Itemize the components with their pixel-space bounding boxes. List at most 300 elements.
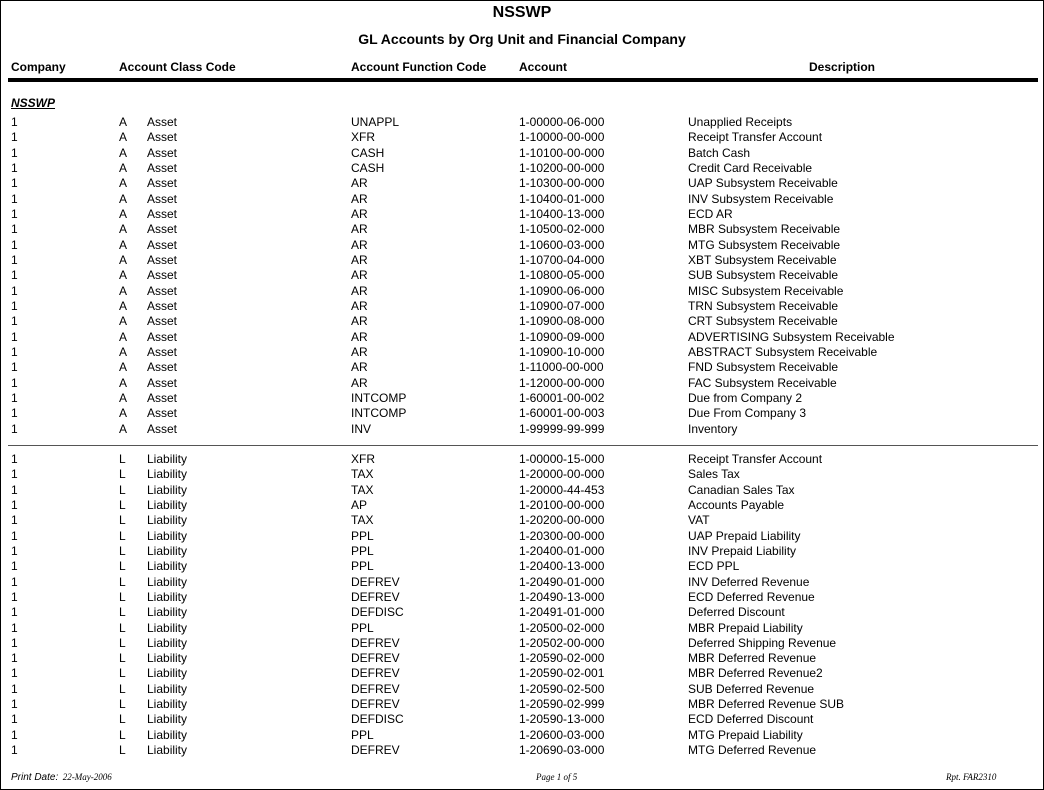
company-cell: 1 [11,115,18,129]
account-cell: 1-20000-00-000 [519,467,605,482]
class-code-cell: A [119,222,128,237]
function-code-cell: AR [351,314,368,329]
class-code-cell: A [119,115,128,129]
company-cell: 1 [11,406,18,421]
class-code-cell: A [119,329,128,344]
class-code-cell: L [119,635,126,650]
company-cell: 1 [11,206,18,221]
description-cell: Inventory [688,421,738,436]
table-row [0,161,1044,176]
class-desc-cell: Liability [147,497,188,512]
description-cell: TRN Subsystem Receivable [688,298,839,313]
description-cell: MTG Prepaid Liability [688,727,803,742]
class-desc-cell: Liability [147,743,188,758]
function-code-cell: XFR [351,130,375,145]
class-desc-cell: Asset [147,360,178,375]
report-title: NSSWP [492,4,552,21]
company-cell: 1 [11,451,18,466]
class-desc-cell: Liability [147,666,188,681]
function-code-cell: DEFREV [351,743,400,758]
class-desc-cell: Liability [147,620,188,635]
function-code-cell: AR [351,283,368,298]
function-code-cell: TAX [351,482,374,497]
company-cell: 1 [11,191,18,206]
table-row [0,238,1044,253]
function-code-cell: TAX [351,513,374,528]
table-row [0,115,1044,130]
class-desc-cell: Liability [147,697,188,712]
function-code-cell: CASH [351,160,385,175]
description-cell: MBR Prepaid Liability [688,620,803,635]
company-cell: 1 [11,344,18,359]
account-table [0,115,1044,758]
account-cell: 1-10800-05-000 [519,268,605,283]
description-cell: Deferred Shipping Revenue [688,635,837,650]
class-code-cell: L [119,605,126,620]
class-code-cell: L [119,467,126,482]
class-desc-cell: Asset [147,145,178,160]
class-code-cell: A [119,252,128,267]
class-code-cell: L [119,451,126,466]
class-code-cell: A [119,130,128,145]
description-cell: FAC Subsystem Receivable [688,375,837,390]
account-cell: 1-10200-00-000 [519,160,605,175]
account-cell: 1-10000-00-000 [519,130,605,145]
table-row [0,483,1044,498]
description-cell: CRT Subsystem Receivable [688,314,838,329]
table-row [0,728,1044,743]
table-row [0,651,1044,666]
function-code-cell: DEFDISC [351,712,404,727]
account-cell: 1-20590-02-001 [519,666,605,681]
footer-page-number: Page 1 of 5 [536,772,578,782]
account-cell: 1-20590-13-000 [519,712,605,727]
class-code-cell: A [119,390,128,405]
function-code-cell: DEFDISC [351,605,404,620]
table-row [0,406,1044,421]
group-label: NSSWP [11,96,56,110]
class-desc-cell: Liability [147,712,188,727]
company-cell: 1 [11,528,18,543]
account-cell: 1-10100-00-000 [519,145,605,160]
account-cell: 1-12000-00-000 [519,375,605,390]
description-cell: ECD Deferred Discount [688,712,814,727]
class-desc-cell: Asset [147,115,178,129]
description-cell: FND Subsystem Receivable [688,360,839,375]
function-code-cell: PPL [351,559,374,574]
class-desc-cell: Asset [147,314,178,329]
header-rule [8,78,1038,82]
description-cell: MISC Subsystem Receivable [688,283,844,298]
class-desc-cell: Liability [147,467,188,482]
company-cell: 1 [11,712,18,727]
description-cell: MTG Deferred Revenue [688,743,817,758]
company-cell: 1 [11,605,18,620]
account-cell: 1-20600-03-000 [519,727,605,742]
table-row [0,498,1044,513]
function-code-cell: TAX [351,467,374,482]
company-cell: 1 [11,727,18,742]
class-code-cell: A [119,406,128,421]
print-date-value: 22-May-2006 [62,772,112,782]
table-row [0,376,1044,391]
class-desc-cell: Asset [147,222,178,237]
class-desc-cell: Asset [147,191,178,206]
class-desc-cell: Asset [147,390,178,405]
class-desc-cell: Asset [147,344,178,359]
description-cell: MTG Subsystem Receivable [688,237,841,252]
description-cell: Due From Company 3 [688,406,807,421]
company-cell: 1 [11,743,18,758]
account-cell: 1-10300-00-000 [519,176,605,191]
account-cell: 1-10500-02-000 [519,222,605,237]
account-cell: 1-20490-01-000 [519,574,605,589]
function-code-cell: AR [351,206,368,221]
description-cell: Deferred Discount [688,605,785,620]
function-code-cell: AR [351,252,368,267]
table-row [0,391,1044,406]
class-desc-cell: Liability [147,528,188,543]
class-desc-cell: Asset [147,206,178,221]
class-desc-cell: Asset [147,252,178,267]
description-cell: Unapplied Receipts [688,115,793,129]
company-cell: 1 [11,176,18,191]
class-desc-cell: Liability [147,589,188,604]
description-cell: Batch Cash [688,145,751,160]
function-code-cell: AR [351,222,368,237]
function-code-cell: DEFREV [351,681,400,696]
description-cell: Accounts Payable [688,497,785,512]
class-code-cell: L [119,727,126,742]
description-cell: ECD PPL [688,559,740,574]
account-cell: 1-20200-00-000 [519,513,605,528]
table-row [0,146,1044,161]
function-code-cell: AR [351,298,368,313]
class-code-cell: A [119,421,128,436]
class-desc-cell: Liability [147,451,188,466]
account-cell: 1-20491-01-000 [519,605,605,620]
class-code-cell: L [119,681,126,696]
company-cell: 1 [11,681,18,696]
company-cell: 1 [11,268,18,283]
table-row [0,621,1044,636]
class-code-cell: L [119,697,126,712]
class-desc-cell: Liability [147,559,188,574]
description-cell: INV Subsystem Receivable [688,191,834,206]
class-code-cell: A [119,360,128,375]
class-code-cell: L [119,620,126,635]
class-code-cell: A [119,160,128,175]
class-code-cell: A [119,375,128,390]
account-cell: 1-10400-13-000 [519,206,605,221]
account-cell: 1-20490-13-000 [519,589,605,604]
account-cell: 1-20502-00-000 [519,635,605,650]
company-cell: 1 [11,329,18,344]
table-row [0,345,1044,360]
table-row [0,697,1044,712]
company-cell: 1 [11,697,18,712]
function-code-cell: DEFREV [351,666,400,681]
account-cell: 1-10400-01-000 [519,191,605,206]
company-cell: 1 [11,375,18,390]
report-subtitle: GL Accounts by Org Unit and Financial Company [358,31,686,47]
description-cell: SUB Deferred Revenue [688,681,815,696]
class-desc-cell: Asset [147,298,178,313]
company-cell: 1 [11,222,18,237]
table-row [0,743,1044,758]
class-code-cell: L [119,651,126,666]
function-code-cell: AR [351,344,368,359]
class-desc-cell: Liability [147,543,188,558]
class-code-cell: A [119,176,128,191]
table-row [0,192,1044,207]
col-header-account-class-code: Account Class Code [119,60,236,74]
description-cell: MBR Deferred Revenue2 [688,666,823,681]
table-row [0,130,1044,145]
class-desc-cell: Asset [147,160,178,175]
company-cell: 1 [11,666,18,681]
company-cell: 1 [11,467,18,482]
table-row [0,666,1044,681]
table-row [0,529,1044,544]
class-code-cell: L [119,666,126,681]
description-cell: ECD Deferred Revenue [688,589,815,604]
class-code-cell: A [119,268,128,283]
table-row [0,207,1044,222]
company-cell: 1 [11,298,18,313]
class-code-cell: L [119,574,126,589]
class-desc-cell: Asset [147,176,178,191]
account-cell: 1-20590-02-000 [519,651,605,666]
description-cell: UAP Subsystem Receivable [688,176,838,191]
company-cell: 1 [11,589,18,604]
col-header-account: Account [519,60,567,74]
company-cell: 1 [11,543,18,558]
company-cell: 1 [11,497,18,512]
description-cell: MBR Deferred Revenue [688,651,817,666]
class-desc-cell: Liability [147,635,188,650]
class-code-cell: A [119,206,128,221]
class-desc-cell: Asset [147,283,178,298]
class-desc-cell: Liability [147,482,188,497]
table-row [0,605,1044,620]
function-code-cell: INV [351,421,372,436]
footer-print-date [11,772,112,783]
function-code-cell: PPL [351,620,374,635]
account-cell: 1-20100-00-000 [519,497,605,512]
function-code-cell: AR [351,329,368,344]
description-cell: ECD AR [688,206,733,221]
class-desc-cell: Asset [147,375,178,390]
function-code-cell: AR [351,176,368,191]
company-cell: 1 [11,314,18,329]
company-cell: 1 [11,360,18,375]
class-desc-cell: Asset [147,421,178,436]
function-code-cell: UNAPPL [351,115,400,129]
class-code-cell: A [119,237,128,252]
table-row [0,544,1044,559]
company-cell: 1 [11,651,18,666]
description-cell: ABSTRACT Subsystem Receivable [688,344,878,359]
function-code-cell: PPL [351,543,374,558]
class-code-cell: A [119,344,128,359]
class-desc-cell: Liability [147,513,188,528]
class-code-cell: L [119,559,126,574]
function-code-cell: AR [351,375,368,390]
account-cell: 1-10700-04-000 [519,252,605,267]
col-header-account-function-code: Account Function Code [351,60,487,74]
function-code-cell: DEFREV [351,651,400,666]
table-row [0,284,1044,299]
account-cell: 1-99999-99-999 [519,421,605,436]
table-row [0,467,1044,482]
company-cell: 1 [11,252,18,267]
description-cell: INV Prepaid Liability [688,543,797,558]
function-code-cell: AR [351,191,368,206]
account-cell: 1-10900-08-000 [519,314,605,329]
description-cell: UAP Prepaid Liability [688,528,801,543]
company-cell: 1 [11,237,18,252]
company-cell: 1 [11,635,18,650]
footer-report-id: Rpt. FAR2310 [946,772,997,782]
class-code-cell: A [119,283,128,298]
function-code-cell: PPL [351,528,374,543]
class-desc-cell: Liability [147,574,188,589]
table-row [0,176,1044,191]
account-cell: 1-60001-00-003 [519,406,605,421]
function-code-cell: AR [351,237,368,252]
account-cell: 1-00000-15-000 [519,451,605,466]
table-row [0,682,1044,697]
table-row [0,712,1044,727]
account-cell: 1-20300-00-000 [519,528,605,543]
account-cell: 1-10900-10-000 [519,344,605,359]
function-code-cell: DEFREV [351,589,400,604]
function-code-cell: PPL [351,727,374,742]
description-cell: MBR Deferred Revenue SUB [688,697,845,712]
function-code-cell: DEFREV [351,697,400,712]
function-code-cell: CASH [351,145,385,160]
description-cell: ADVERTISING Subsystem Receivable [688,329,895,344]
class-code-cell: A [119,298,128,313]
function-code-cell: AR [351,360,368,375]
class-code-cell: L [119,543,126,558]
class-code-cell: L [119,743,126,758]
class-desc-cell: Liability [147,651,188,666]
function-code-cell: DEFREV [351,574,400,589]
col-header-company: Company [11,60,66,74]
table-row [0,222,1044,237]
table-row [0,422,1044,437]
col-header-description: Description [809,60,876,74]
class-code-cell: L [119,528,126,543]
description-cell: MBR Subsystem Receivable [688,222,841,237]
class-code-cell: L [119,589,126,604]
class-desc-cell: Asset [147,130,178,145]
table-row [0,513,1044,528]
description-cell: Canadian Sales Tax [688,482,795,497]
class-code-cell: A [119,314,128,329]
class-desc-cell: Asset [147,237,178,252]
class-code-cell: L [119,712,126,727]
account-cell: 1-00000-06-000 [519,115,605,129]
table-row [0,268,1044,283]
table-row [0,330,1044,345]
function-code-cell: XFR [351,451,375,466]
company-cell: 1 [11,620,18,635]
description-cell: Receipt Transfer Account [688,451,823,466]
class-desc-cell: Asset [147,329,178,344]
account-cell: 1-60001-00-002 [519,390,605,405]
description-cell: SUB Subsystem Receivable [688,268,839,283]
description-cell: XBT Subsystem Receivable [688,252,837,267]
function-code-cell: AP [351,497,368,512]
table-row [0,360,1044,375]
description-cell: Receipt Transfer Account [688,130,823,145]
class-code-cell: A [119,145,128,160]
class-code-cell: L [119,513,126,528]
description-cell: INV Deferred Revenue [688,574,810,589]
account-cell: 1-20590-02-999 [519,697,605,712]
account-cell: 1-10900-06-000 [519,283,605,298]
company-cell: 1 [11,160,18,175]
account-cell: 1-10600-03-000 [519,237,605,252]
class-code-cell: L [119,497,126,512]
function-code-cell: DEFREV [351,635,400,650]
description-cell: Sales Tax [688,467,740,482]
account-cell: 1-20400-13-000 [519,559,605,574]
description-cell: Due from Company 2 [688,390,803,405]
table-row [0,575,1044,590]
description-cell: Credit Card Receivable [688,160,813,175]
company-cell: 1 [11,559,18,574]
description-cell: VAT [688,513,710,528]
print-date-label: Print Date: [11,772,59,783]
function-code-cell: AR [351,268,368,283]
table-row [0,559,1044,574]
table-row [0,452,1044,467]
account-cell: 1-10900-09-000 [519,329,605,344]
table-row [0,636,1044,651]
account-cell: 1-10900-07-000 [519,298,605,313]
account-cell: 1-20000-44-453 [519,482,605,497]
class-desc-cell: Asset [147,406,178,421]
class-desc-cell: Liability [147,605,188,620]
account-cell: 1-20500-02-000 [519,620,605,635]
section-divider [8,445,1038,446]
class-desc-cell: Liability [147,681,188,696]
class-desc-cell: Asset [147,268,178,283]
function-code-cell: INTCOMP [351,406,407,421]
table-row [0,253,1044,268]
company-cell: 1 [11,130,18,145]
company-cell: 1 [11,482,18,497]
company-cell: 1 [11,513,18,528]
table-row [0,299,1044,314]
company-cell: 1 [11,574,18,589]
account-cell: 1-11000-00-000 [519,360,604,375]
company-cell: 1 [11,390,18,405]
account-cell: 1-20590-02-500 [519,681,605,696]
company-cell: 1 [11,421,18,436]
table-row [0,314,1044,329]
class-code-cell: L [119,482,126,497]
company-cell: 1 [11,145,18,160]
account-cell: 1-20690-03-000 [519,743,605,758]
table-row [0,590,1044,605]
account-cell: 1-20400-01-000 [519,543,605,558]
function-code-cell: INTCOMP [351,390,407,405]
